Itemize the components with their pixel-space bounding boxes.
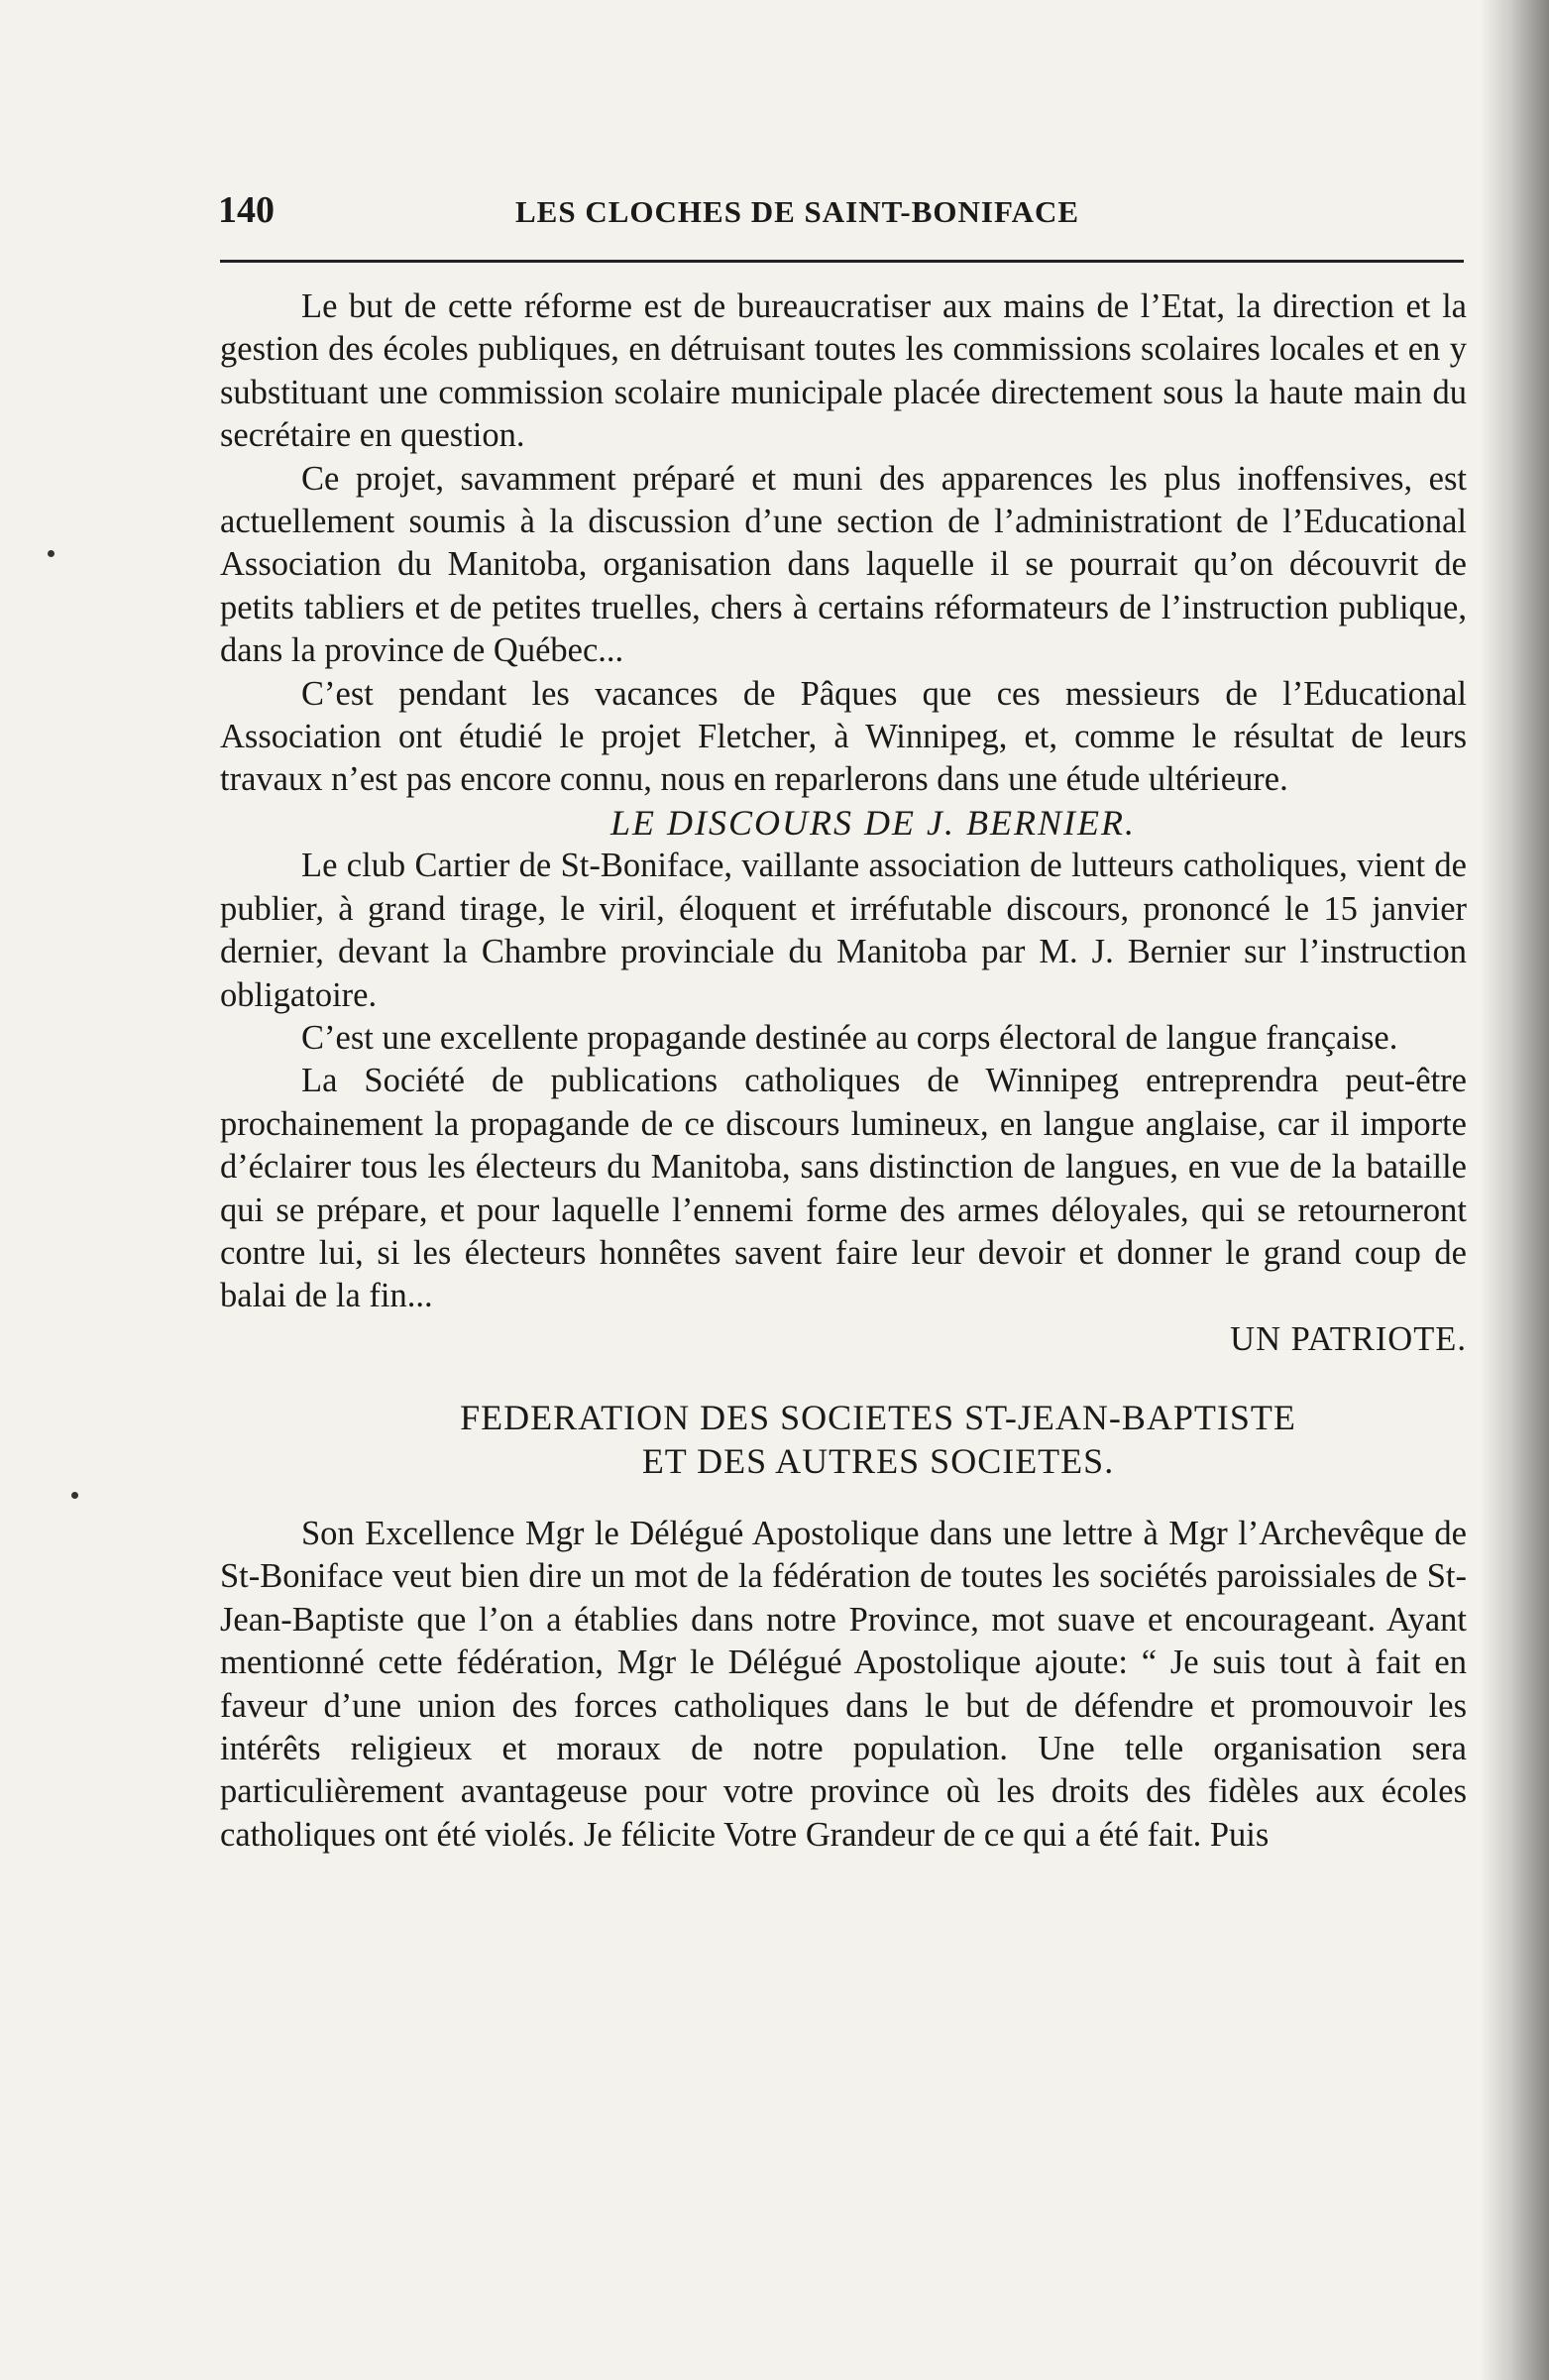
page-edge-shadow [1480, 0, 1549, 2380]
paragraph: Ce projet, savamment préparé et muni des apparences les plus inoffensives, est actuellement soumis à la discussion d’une section de l’administrationt de l’Educational Association du Manitoba, organisation dans laquelle il se pourrait qu’on découvrit de petits tabliers et de petites truelles, chers à certains réformateurs de l’instruction publique, dans la province de Québec... [220, 459, 1467, 670]
paragraph: Le club Cartier de St-Boniface, vaillante association de lutteurs catholiques, vient de publier, à grand tirage, le viril, éloquent et irréfutable discours, prononcé le 15 janvier dernier, devant la Chambre provinciale du Manitoba par M. J. Bernier sur l’instruction obligatoire. [220, 847, 1467, 1014]
section-heading: FEDERATION DES SOCIETES ST-JEAN-BAPTISTE [460, 1398, 1296, 1438]
paragraph: C’est une excellente propagande destinée au corps électoral de langue française. [301, 1018, 1398, 1057]
paragraph: Le but de cette réforme est de bureaucratiser aux mains de l’Etat, la direction et la gestion des écoles publiques, en détruisant toutes les commissions scolaires locales et en y substituant une commission scolaire municipale placée directement sous la haute main du secrétaire en question. [220, 287, 1467, 455]
body-text [220, 285, 1467, 1857]
paragraph: Son Excellence Mgr le Délégué Apostolique dans une lettre à Mgr l’Archevêque de St-Boniface veut bien dire un mot de la fédération de toutes les sociétés paroissiales de St-Jean-Baptiste que l’on a établies dans notre Province, mot suave et encourageant. Ayant mentionné cette fédération, Mgr le Délégué Apostolique ajoute: “ Je suis tout à fait en faveur d’une union des forces catholiques dans le but de défendre et promouvoir les intérêts religieux et moraux de notre population. Une telle organisation sera particulièrement avantageuse pour votre province où les droits des fidèles aux écoles catholiques ont été violés. Je félicite Votre Grandeur de ce qui a été fait. Puis [220, 1514, 1467, 1854]
margin-speck [48, 550, 55, 557]
section-heading: ET DES AUTRES SOCIETES. [641, 1440, 1115, 1481]
section-heading: LE DISCOURS DE J. BERNIER. [610, 802, 1136, 843]
signature: UN PATRIOTE. [1230, 1319, 1467, 1358]
paragraph: C’est pendant les vacances de Pâques que ces messieurs de l’Educational Association ont étudié le projet Fletcher, à Winnipeg, et, comme le résultat de leurs travaux n’est pas encore connu, nous en reparlerons dans une étude ultérieure. [220, 674, 1467, 799]
spacer [220, 1361, 1467, 1397]
margin-speck [71, 1492, 78, 1499]
page-header [218, 188, 1467, 248]
running-title: LES CLOCHES DE SAINT-BONIFACE [515, 194, 1080, 229]
header-rule [220, 260, 1464, 263]
page-number: 140 [218, 189, 275, 231]
paragraph: La Société de publications catholiques de Winnipeg entreprendra peut-être prochainement la propagande de ce discours lumineux, en langue anglaise, car il importe d’éclairer tous les électeurs du Manitoba, sans distinction de langues, en vue de la bataille qui se prépare, et pour laquelle l’ennemi forme des armes déloyales, qui se retourneront contre lui, si les électeurs honnêtes savent faire leur devoir et donner le grand coup de balai de la fin... [220, 1062, 1467, 1315]
